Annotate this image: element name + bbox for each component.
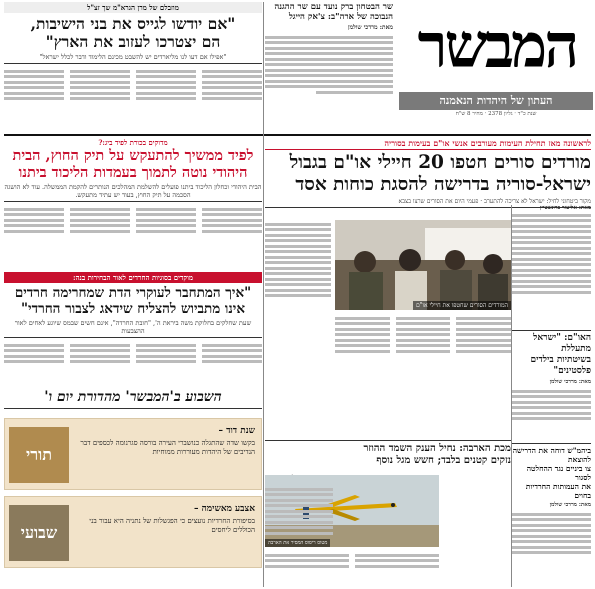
lead-story-header: [265, 138, 591, 208]
top-left-sub: "אפילו אם דעו לנו מליארדים יש להשבט מכינם הלימוד ודבר לכלל ישראל": [4, 53, 262, 64]
feature-headline-2: היהודי נוטה לתמוך בעמדות הליכוד ביתנו: [18, 164, 248, 181]
un-headline-1: האו"ם: "ישראל מתעללת: [533, 333, 591, 354]
feature-headline-1: לפיד ממשיך להתעקש על תיק החוץ, הבית: [12, 147, 254, 164]
feature-body: הבית היהודי וכחלון הליכוד ביתנו פועלים להשלמת המהלכים הנותרים להקמת הממשלה. עוד לא הושגה הסכמה על תיק החוץ, בעוד יש עתיד מתעקש.: [4, 183, 262, 202]
story2-headline-1: "איך המתחבר לעוקרי הדת שמחרימה חרדים: [14, 285, 252, 301]
bottom-right-story: [512, 443, 591, 589]
top-mid-story: [265, 2, 393, 132]
arava-body-bottom: [265, 551, 439, 587]
weekly-item-1-text: בקשו שדה שהתגלה כנושברי העירה בורסה סגרנומה לכספים דבר הנדיבים של היהדות מעוררות ממוחיות: [80, 439, 255, 456]
lead-photo-caption: המורדים הסורים שחטפו את חיילי או"ם: [413, 301, 511, 310]
top-mid-body: [265, 33, 393, 123]
story2: [4, 272, 262, 382]
top-left-headline-1: "אם יודשו לגייס את בני הישיבות,: [30, 14, 236, 33]
arava-story: [265, 440, 511, 589]
bottom-right-headline-3: את העמותות החרדיות בחוים: [525, 482, 591, 500]
top-left-kicker: מוזבלם של מרן הגרא"מ שך זצ"ל: [4, 2, 262, 13]
feature-kicker: מדוקים בכורת לפיד ביג:?: [98, 138, 168, 147]
un-headline-2: בשיטתיות בילדים פלסטינים": [530, 355, 591, 376]
weekly-item-2-badge: שבועי: [9, 505, 69, 561]
weekly-item-1-label: שנת דוד –: [218, 426, 255, 436]
column-rule: [511, 205, 512, 587]
lead-kicker: לראשונה מאז תחילת העימות מעורבים אנשי או"ם בעימות בסוריה: [265, 138, 591, 150]
bottom-right-headline-2: צו ביניים נגד ההחלטה לסגור: [526, 464, 591, 482]
lead-headline-2: ישראל-סוריה בדרישה להסגת כוחות אסד: [295, 174, 591, 195]
lead-headline-1: מורדים סורים חטפו 20 חיילי או"ם בגבול: [289, 152, 591, 173]
weekly-title: השבוע ב'המבשר' מהדורת יום ו': [4, 386, 262, 409]
arava-photo-caption: מטוס ריסוס המסיר את הארבה: [265, 539, 330, 547]
top-mid-headline: שר הבטחון ברק נועד עם שר ההגנה הנבוכה של ארה"ב: צ'אק הייגל: [274, 2, 393, 22]
top-left-body: [4, 67, 262, 133]
story2-body: שעת שחלקים בחלוקת משה ביראת ה', "חובת החרדה", אינם חשים שבמס שיוגע לאחים לאור ההצבעות: [4, 319, 262, 338]
lead-photo-image: [335, 220, 511, 310]
masthead-tagline: העתון של היהדות הנאמנה: [439, 94, 553, 107]
weekly-item-1-badge: תורי: [9, 427, 69, 483]
feature-columns: [4, 205, 262, 257]
feature-story: [4, 138, 262, 268]
lead-sub: מקור ביטחוני לחיל: ישראל לא צריכה להתערב · פעמי היום את הסורים שרצו בצבא: [265, 198, 591, 208]
weekly-item-2-text: בסיפורת החרדיות נועצים כי הפגשלות של נתניה היא עבור בני הכוללים ליחסים: [89, 517, 255, 534]
top-left-story: [4, 2, 262, 132]
masthead: [398, 0, 595, 118]
masthead-tagline-bar: [399, 92, 593, 110]
bottom-right-byline: מאת: מרדכי שולמן: [549, 502, 591, 508]
masthead-logo: המבשר: [417, 11, 577, 82]
story2-columns: [4, 341, 262, 381]
top-left-headline-2: הם יצטרכו לעזוב את הארץ": [45, 32, 221, 51]
arava-headline-2: נזקים קטנים בלבד; חשש מגל נוסף: [376, 455, 511, 466]
story2-headline-2: אינו מתביוש להצליח שידאג לצבור החרדי": [21, 301, 245, 317]
lead-body-mid: [265, 220, 331, 390]
column-rule: [263, 2, 264, 587]
un-story: [512, 330, 591, 440]
un-byline: מאת: מרדכי שולמן: [549, 379, 591, 385]
lead-byline: מאת: אליעזר ברונשטיין: [540, 205, 591, 211]
weekly-item-1[interactable]: [4, 418, 262, 490]
divider-top: [4, 134, 591, 136]
lead-photo: [335, 220, 511, 310]
weekly-item-2-label: אצבע מאשימה –: [193, 504, 255, 514]
masthead-info-line: שנת כ"ד · גליון 2378 · מחיר 8 ש"ח: [455, 111, 537, 117]
bottom-right-headline-1: ביהמ"ש דוחה את הדרישה להוצאת: [512, 446, 591, 464]
top-mid-byline: מאת: מרדכי שולמן: [347, 24, 393, 31]
weekly-section: [4, 386, 262, 589]
arava-headline-1: מכת הארבה: נחיל הענק השמד ההוזר: [363, 443, 511, 454]
lead-body-under-photo: [335, 314, 511, 394]
story2-kicker: מוקדים בסוגיות החרדים לאור הבחירות בנה:: [4, 272, 262, 283]
weekly-item-2[interactable]: [4, 496, 262, 568]
